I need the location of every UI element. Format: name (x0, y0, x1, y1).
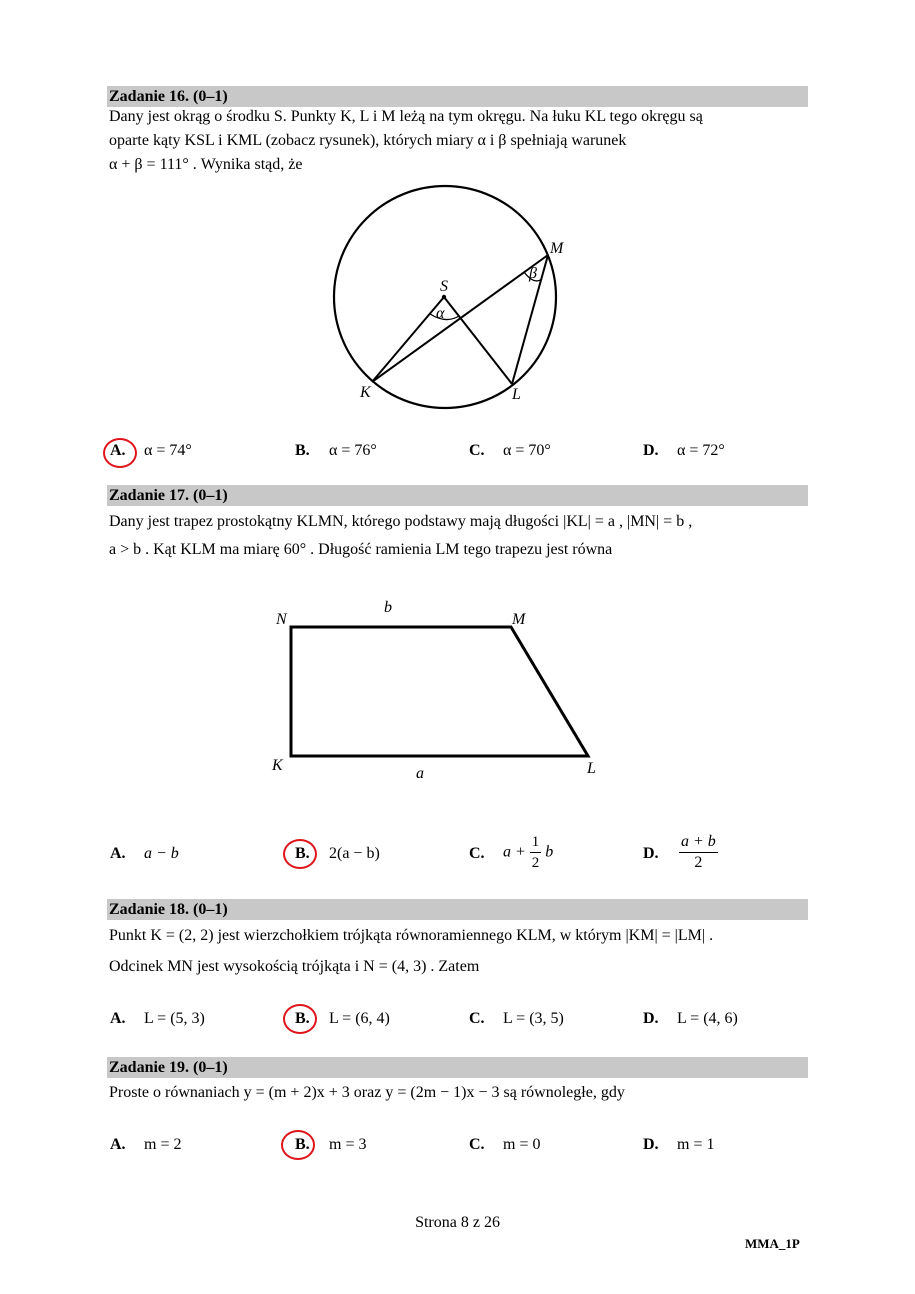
label-N: N (276, 611, 287, 628)
page-number: Strona 8 z 26 (415, 1214, 500, 1231)
label-M: M (550, 240, 564, 257)
label-a: a (416, 765, 424, 782)
label-K2: K (272, 757, 283, 774)
label-K: K (360, 384, 371, 401)
task-18-text-line1: Punkt K = (2, 2) jest wierzchołkiem trójkąta równoramiennego KLM, w którym |KM| = |LM| . (109, 927, 714, 944)
task-16-text-line1: Dany jest okrąg o środku S. Punkty K, L i M leżą na tym okręgu. Na łuku KL tego okręgu są (109, 108, 703, 125)
task-19-text-line1: Proste o równaniach y = (m + 2)x + 3 oraz y = (2m − 1)x − 3 są równoległe, gdy (109, 1084, 625, 1101)
label-L: L (512, 386, 521, 403)
label-S: S (440, 278, 448, 295)
trapezoid-KLMN (291, 627, 588, 756)
task-18-text-line2: Odcinek MN jest wysokością trójkąta i N = (4, 3) . Zatem (109, 958, 480, 975)
task-18-header: Zadanie 18. (0–1) (107, 899, 808, 920)
task-16-text-line3: α + β = 111° . Wynika stąd, że (109, 156, 303, 173)
task-16-header: Zadanie 16. (0–1) (107, 86, 808, 107)
label-alpha: α (436, 305, 445, 322)
label-beta: β (529, 265, 537, 282)
label-b: b (384, 599, 392, 616)
task-17-header: Zadanie 17. (0–1) (107, 485, 808, 506)
label-L2: L (587, 760, 596, 777)
task-19-header: Zadanie 19. (0–1) (107, 1057, 808, 1078)
label-M2: M (512, 611, 526, 628)
task-17-text-line2: a > b . Kąt KLM ma miarę 60° . Długość ramienia LM tego trapezu jest równa (109, 541, 613, 558)
task-16-text-line2: oparte kąty KSL i KML (zobacz rysunek), których miary α i β spełniają warunek (109, 132, 627, 149)
exam-code: MMA_1P (745, 1236, 800, 1251)
task-17-text-line1: Dany jest trapez prostokątny KLMN, którego podstawy mają długości |KL| = a , |MN| = b , (109, 513, 693, 530)
